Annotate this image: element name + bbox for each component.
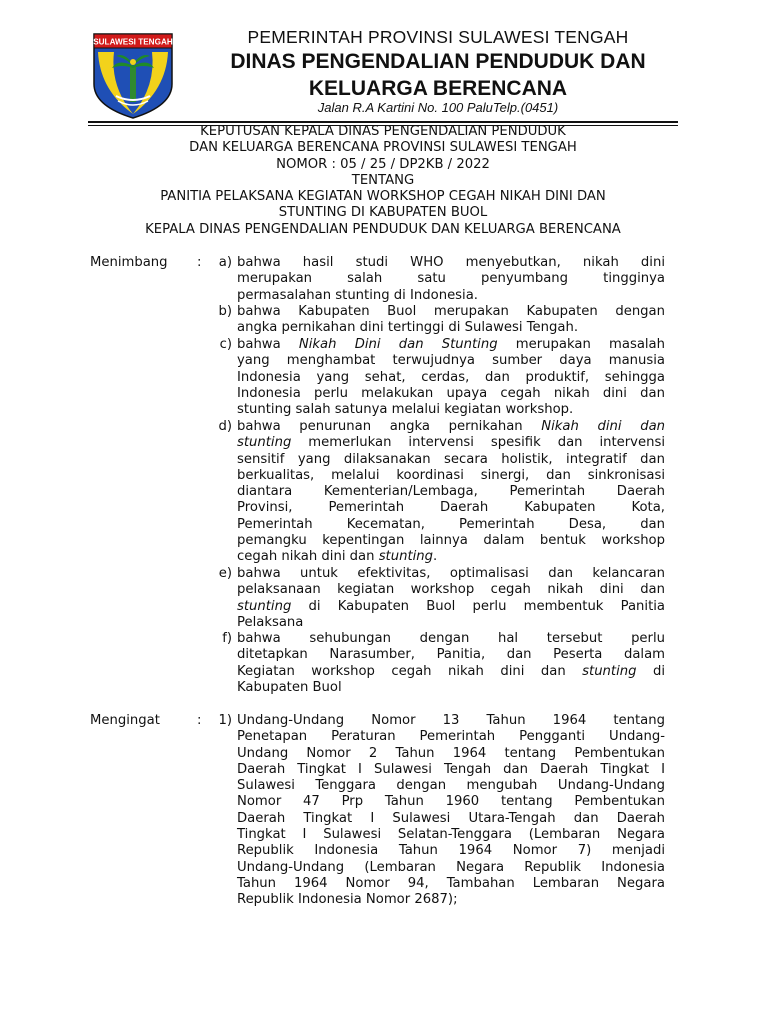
- text-line: Republik Indonesia Tahun 1964 Nomor 7) menjadi: [237, 843, 665, 859]
- text-run: Kegiatan workshop cegah nikah dini dan: [237, 663, 583, 679]
- text-line: ditetapkan Narasumber, Panitia, dan Peserta dalam: [237, 647, 665, 663]
- list-marker: f): [222, 631, 232, 646]
- text-line: Pemerintah Kecematan, Pemerintah Desa, dan: [237, 516, 665, 532]
- text-run: bahwa: [237, 337, 299, 352]
- sulawesi-tengah-emblem-icon: [90, 30, 176, 120]
- text-line: Tingkat I Sulawesi Selatan-Tenggara (Lembaran Negara: [237, 827, 665, 843]
- text-run: merupakan masalah: [497, 337, 666, 352]
- text-line: stunting salah satunya melalui kegiatan workshop.: [237, 402, 574, 418]
- text-line: angka pernikahan dini tertinggi di Sulawesi Tengah.: [237, 320, 579, 336]
- list-marker: c): [219, 337, 232, 352]
- decree-line-2: DAN KELUARGA BERENCANA PROVINSI SULAWESI TENGAH: [189, 140, 577, 156]
- decree-subject-1: PANITIA PELAKSANA KEGIATAN WORKSHOP CEGAH NIKAH DINI DAN: [160, 189, 606, 205]
- text-line: Indonesia perlu melakukan upaya cegah nikah dini dan: [237, 385, 665, 401]
- text-line: Undang-Undang Nomor 13 Tahun 1964 tentang: [237, 713, 665, 728]
- list-marker: a): [218, 255, 232, 270]
- text-line: [237, 337, 665, 353]
- list-item: [237, 566, 665, 631]
- list-marker: d): [218, 419, 232, 434]
- text-line: Penetapan Peraturan Pemerintah Pengganti Undang-: [237, 729, 665, 745]
- decree-authority: KEPALA DINAS PENGENDALIAN PENDUDUK DAN KELUARGA BERENCANA: [145, 221, 621, 237]
- letterhead-rule-thick: [88, 121, 678, 123]
- italic-term: Nikah Dini dan Stunting: [298, 337, 498, 352]
- text-line: Sulawesi Tenggara dengan mengubah Undang-Undang: [237, 778, 665, 794]
- decree-about: TENTANG: [351, 172, 415, 188]
- emblem-text: SULAWESI TENGAH: [93, 37, 173, 47]
- text-line: pemangku kepentingan lainnya dalam bentuk workshop: [237, 533, 665, 549]
- decree-number: NOMOR : 05 / 25 / DP2KB / 2022: [276, 156, 490, 172]
- text-line: diantara Kementerian/Lembaga, Pemerintah Daerah: [237, 484, 665, 500]
- decree-title: [88, 124, 678, 238]
- department-line-1: DINAS PENGENDALIAN PENDUDUK DAN: [230, 50, 646, 73]
- list-marker: 1): [218, 713, 232, 728]
- government-name: PEMERINTAH PROVINSI SULAWESI TENGAH: [247, 27, 629, 47]
- text-run: .: [433, 549, 438, 565]
- text-line: Daerah Tingkat I Sulawesi Tengah dan Daerah Tingkat I: [237, 761, 665, 777]
- decree-subject-2: STUNTING DI KABUPATEN BUOL: [278, 205, 488, 221]
- italic-term: stunting: [237, 435, 292, 451]
- italic-term: stunting: [237, 598, 292, 614]
- text-line: pelaksanaan kegiatan workshop cegah nikah dini dan: [237, 582, 665, 598]
- decree-line-1: KEPUTUSAN KEPALA DINAS PENGENDALIAN PENDUDUK: [200, 124, 566, 139]
- department-name: [178, 48, 698, 102]
- text-line: Undang-Undang (Lembaran Negara Republik Indonesia: [237, 859, 665, 875]
- list-item: [237, 419, 665, 566]
- text-line: sensitif yang dilaksanakan secara holistik, integratif dan: [237, 451, 665, 467]
- text-line: bahwa hasil studi WHO menyebutkan, nikah dini: [237, 255, 665, 270]
- department-line-2: KELUARGA BERENCANA: [308, 77, 568, 100]
- italic-term: stunting: [378, 549, 434, 565]
- italic-term: stunting: [582, 663, 637, 679]
- text-line: Daerah Tingkat I Sulawesi Utara-Tengah dan Daerah: [237, 810, 665, 826]
- text-line: [237, 419, 665, 435]
- list-item: [237, 713, 665, 909]
- list-item: [237, 255, 665, 304]
- address: Jalan R.A Kartini No. 100 PaluTelp.(0451): [317, 100, 559, 115]
- text-line: yang menghambat terwujudnya sumber daya manusia: [237, 353, 665, 369]
- text-line: bahwa untuk efektivitas, optimalisasi dan kelancaran: [237, 566, 665, 581]
- text-line: berkualitas, melalui koordinasi sinergi, dan sinkronisasi: [237, 467, 665, 483]
- list-item: [237, 304, 665, 337]
- text-line: permasalahan stunting di Indonesia.: [237, 287, 478, 303]
- text-line: [237, 664, 665, 680]
- text-line: Indonesia yang sehat, cerdas, dan produktif, sehingga: [237, 369, 665, 385]
- mengingat-colon: :: [197, 713, 202, 728]
- text-line: [237, 435, 665, 451]
- text-run: di: [636, 663, 665, 679]
- list-item: [237, 631, 665, 696]
- text-line: Provinsi, Pemerintah Daerah Kabupaten Kota,: [237, 500, 665, 516]
- text-line: Nomor 47 Prp Tahun 1960 tentang Pembentukan: [237, 794, 665, 810]
- text-run: memerlukan intervensi spesifik dan intervensi: [291, 435, 665, 451]
- text-line: [237, 599, 665, 615]
- text-run: bahwa penurunan angka pernikahan: [237, 419, 542, 434]
- menimbang-colon: :: [197, 255, 202, 270]
- list-marker: e): [218, 566, 232, 581]
- menimbang-label: Menimbang: [90, 255, 168, 270]
- text-run: di Kabupaten Buol perlu membentuk Panitia: [291, 598, 665, 614]
- list-item: [237, 337, 665, 418]
- text-line: Republik Indonesia Nomor 2687);: [237, 892, 458, 908]
- text-run: cegah nikah dini dan: [237, 549, 379, 565]
- text-line: merupakan salah satu penyumbang tingginya: [237, 271, 665, 287]
- text-line: Tahun 1964 Nomor 94, Tambahan Lembaran Negara: [237, 875, 665, 891]
- text-line: bahwa sehubungan dengan hal tersebut perlu: [237, 631, 665, 646]
- mengingat-label: Mengingat: [90, 713, 160, 728]
- text-line: bahwa Kabupaten Buol merupakan Kabupaten dengan: [237, 304, 665, 319]
- text-line: Pelaksana: [237, 614, 304, 630]
- italic-term: Nikah dini dan: [541, 419, 666, 434]
- text-line: Kabupaten Buol: [237, 679, 342, 695]
- text-line: Undang Nomor 2 Tahun 1964 tentang Pembentukan: [237, 745, 665, 761]
- text-line: [237, 549, 665, 565]
- list-marker: b): [218, 304, 232, 319]
